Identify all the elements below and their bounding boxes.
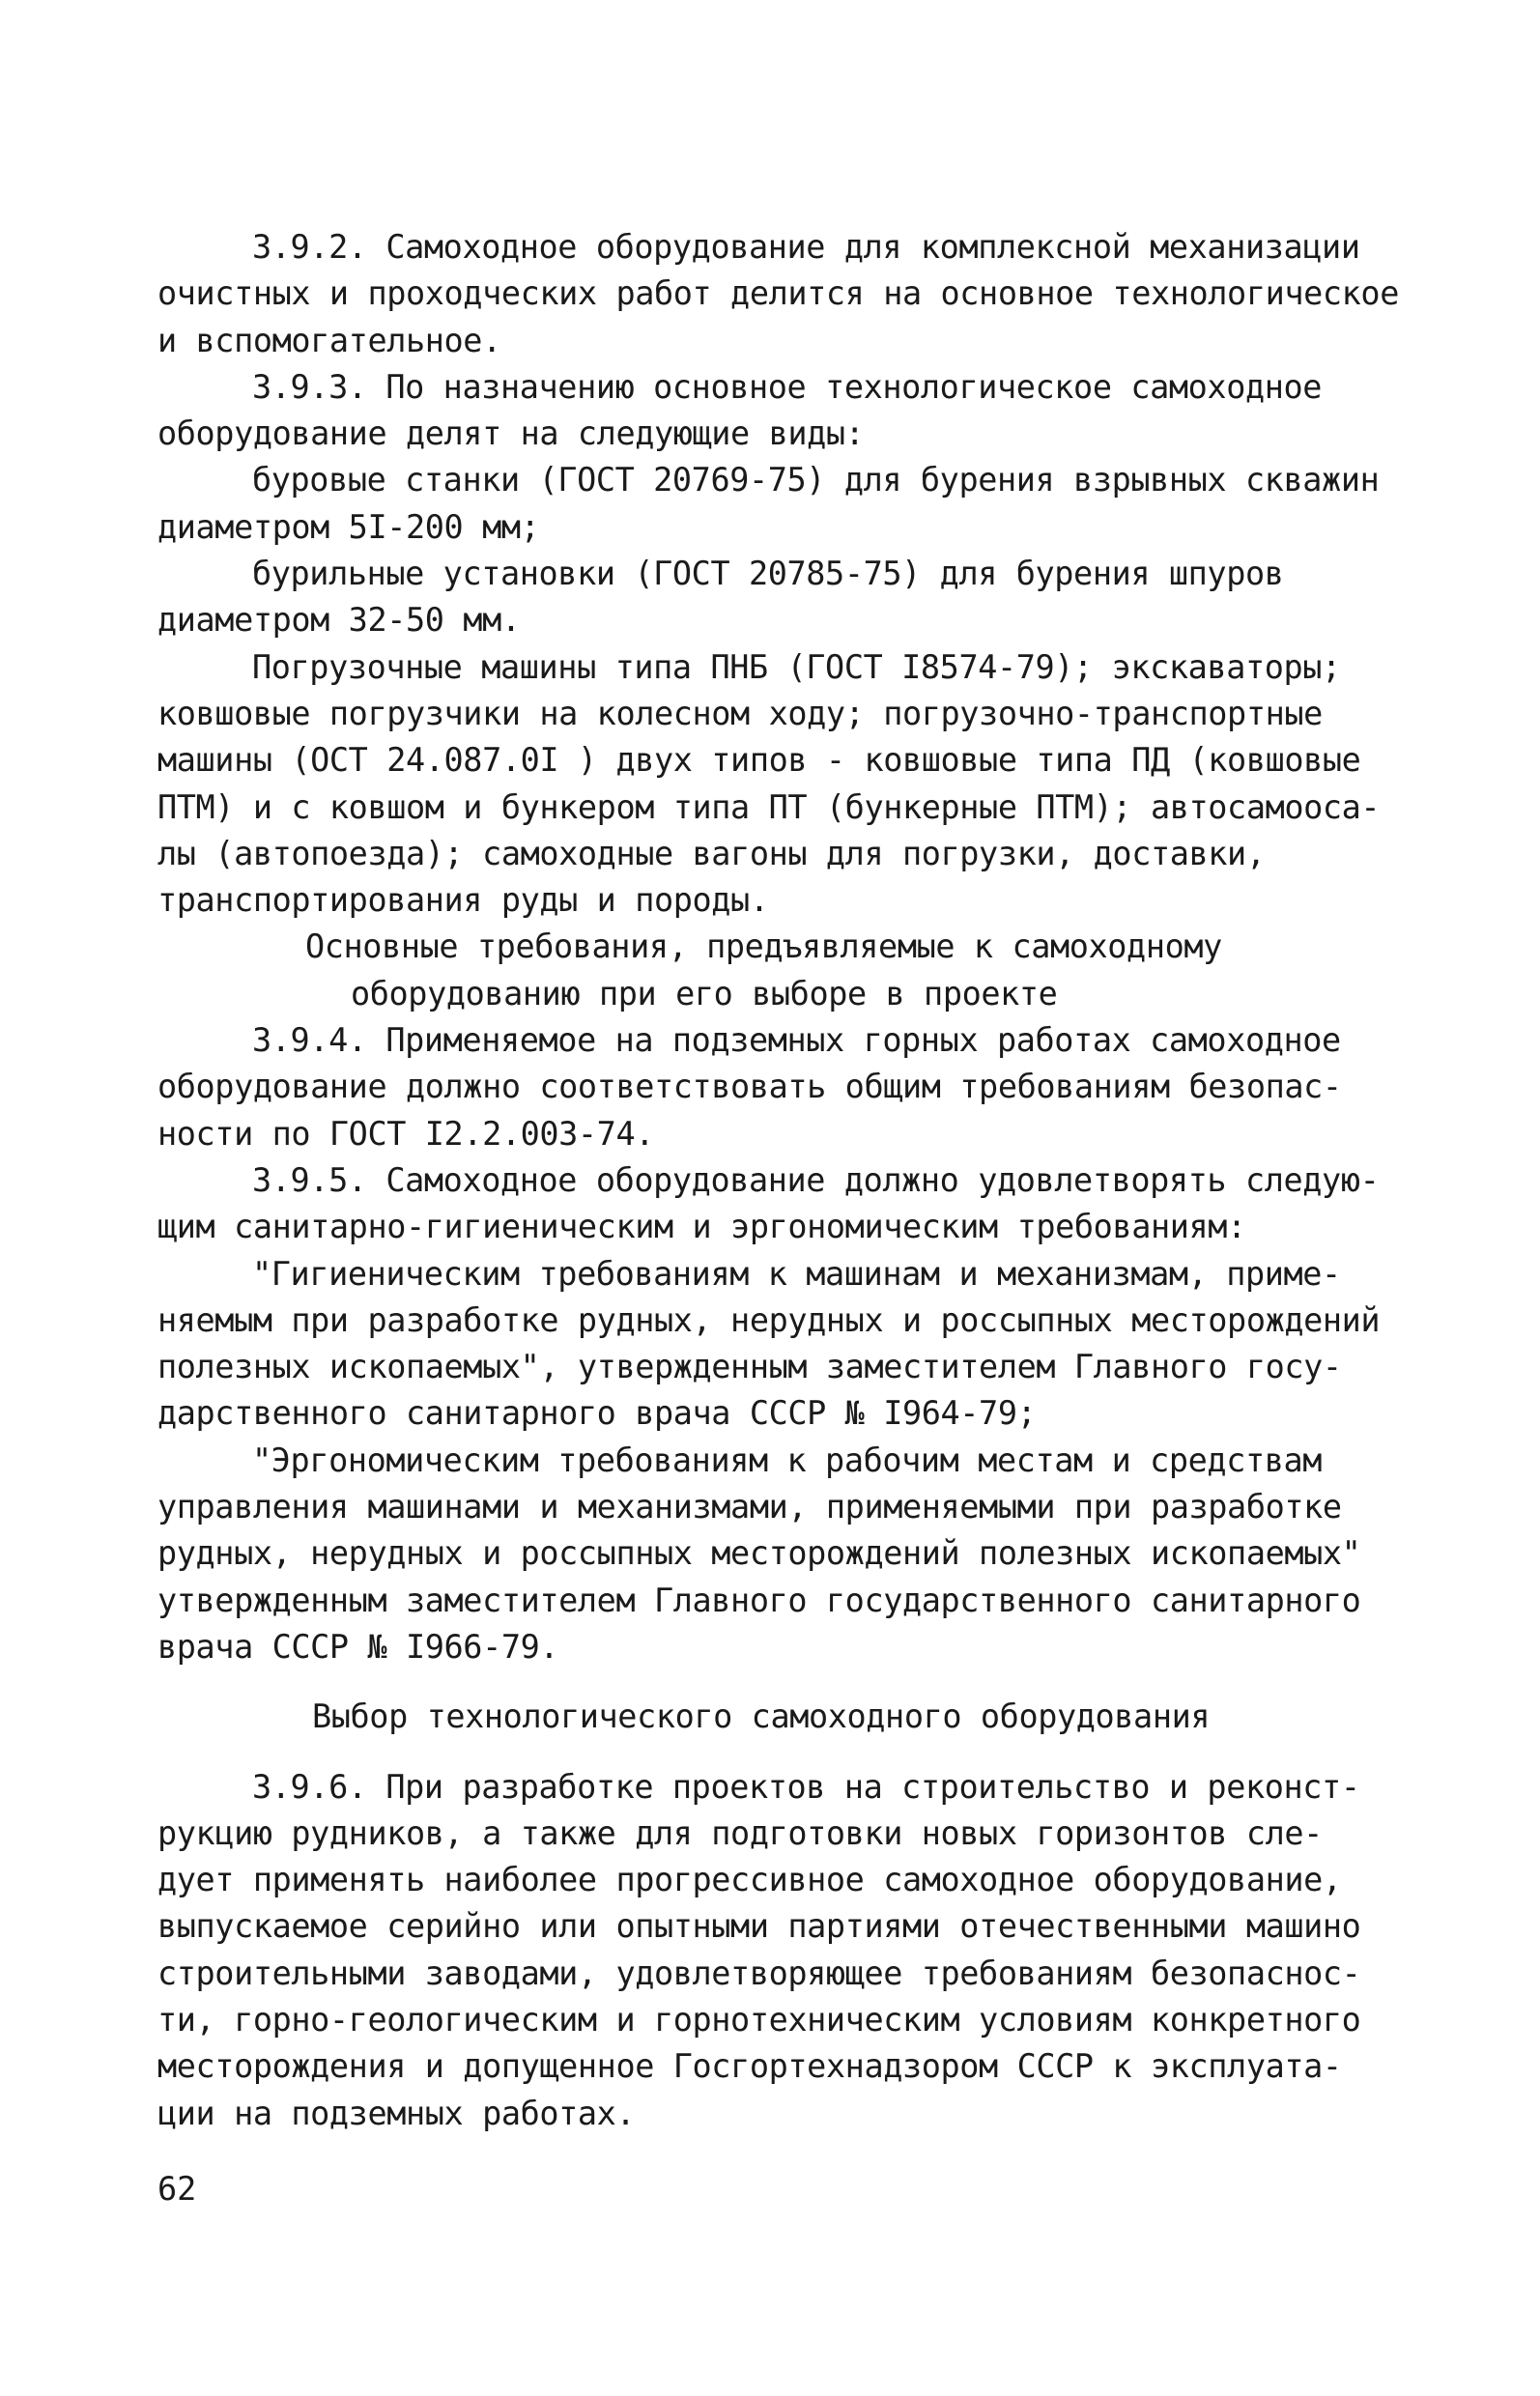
text-line: "Эргономическим требованиям к рабочим местам и средствам — [252, 1440, 1323, 1479]
text-line: оборудование должно соответствовать общим требованиям безопас- — [157, 1068, 1342, 1106]
spacer — [157, 1670, 1384, 1694]
text-line: Выбор технологического самоходного оборудования — [312, 1697, 1211, 1736]
text-line: строительными заводами, удовлетворяющее требованиям безопаснос- — [157, 1954, 1361, 1992]
text-line: 3.9.2. Самоходное оборудование для комплексной механизации — [252, 228, 1360, 266]
page-number: 62 — [157, 2170, 197, 2208]
text-line: дарственного санитарного врача СССР № I964-79; — [157, 1394, 1037, 1433]
text-line: рудных, нерудных и россыпных месторождений полезных ископаемых" — [157, 1534, 1361, 1573]
document-body — [157, 224, 1399, 2137]
text-line: ности по ГОСТ I2.2.003-74. — [157, 1114, 654, 1153]
text-line: лы (автопоезда); самоходные вагоны для погрузки, доставки, — [157, 834, 1266, 872]
text-line: утвержденным заместителем Главного государственного санитарного — [157, 1581, 1361, 1619]
text-line: 3.9.6. При разработке проектов на строительство и реконст- — [252, 1767, 1360, 1806]
text-line: щим санитарно-гигиеническим и эргономическим требованиям: — [157, 1208, 1246, 1246]
text-line: оборудованию при его выборе в проекте — [351, 974, 1058, 1013]
spacer — [157, 1741, 1384, 1764]
text-line: 3.9.4. Применяемое на подземных горных работах самоходное — [252, 1021, 1341, 1060]
text-line: Погрузочные машины типа ПНБ (ГОСТ I8574-79); экскаваторы; — [252, 647, 1341, 686]
text-line: 3.9.3. По назначению основное технологическое самоходное — [252, 367, 1323, 406]
text-line: ции на подземных работах. — [157, 2094, 636, 2132]
text-line: 3.9.5. Самоходное оборудование должно удовлетворять следую- — [252, 1160, 1380, 1199]
text-line: врача СССР № I966-79. — [157, 1627, 559, 1666]
text-line: машины (ОСТ 24.087.0I ) двух типов - ковшовые типа ПД (ковшовые — [157, 741, 1361, 780]
text-line: и вспомогательное. — [157, 321, 501, 359]
text-line: выпускаемое серийно или опытными партиями отечественными машино — [157, 1907, 1361, 1946]
text-line: дует применять наиболее прогрессивное самоходное оборудование, — [157, 1861, 1342, 1899]
text-line: ковшовые погрузчики на колесном ходу; погрузочно-транспортные — [157, 694, 1323, 732]
text-line: месторождения и допущенное Госгортехнадзором СССР к эксплуата- — [157, 2047, 1342, 2086]
text-line: ПТМ) и с ковшом и бункером типа ПТ (бункерные ПТМ); автосамооса- — [157, 787, 1381, 826]
text-line: полезных ископаемых", утвержденным заместителем Главного госу- — [157, 1348, 1342, 1386]
text-line: диаметром 5I-200 мм; — [157, 507, 540, 546]
text-line: ти, горно-геологическим и горнотехническим условиям конкретного — [157, 2000, 1361, 2039]
text-line: рукцию рудников, а также для подготовки новых горизонтов сле- — [157, 1813, 1323, 1852]
text-line: "Гигиеническим требованиям к машинам и механизмам, приме- — [252, 1254, 1341, 1293]
text-line: оборудование делят на следующие виды: — [157, 414, 865, 453]
text-line: очистных и проходческих работ делится на основное технологическое — [157, 274, 1399, 313]
text-line: бурильные установки (ГОСТ 20785-75) для бурения шпуров — [252, 555, 1284, 593]
text-line: няемым при разработке рудных, нерудных и россыпных месторождений — [157, 1300, 1381, 1339]
text-line: буровые станки (ГОСТ 20769-75) для бурения взрывных скважин — [252, 461, 1380, 499]
text-line: транспортирования руды и породы. — [157, 881, 769, 920]
text-line: диаметром 32-50 мм. — [157, 601, 521, 640]
text-line: управления машинами и механизмами, применяемыми при разработке — [157, 1488, 1342, 1526]
text-line: Основные требования, предъявляемые к самоходному — [305, 927, 1222, 966]
